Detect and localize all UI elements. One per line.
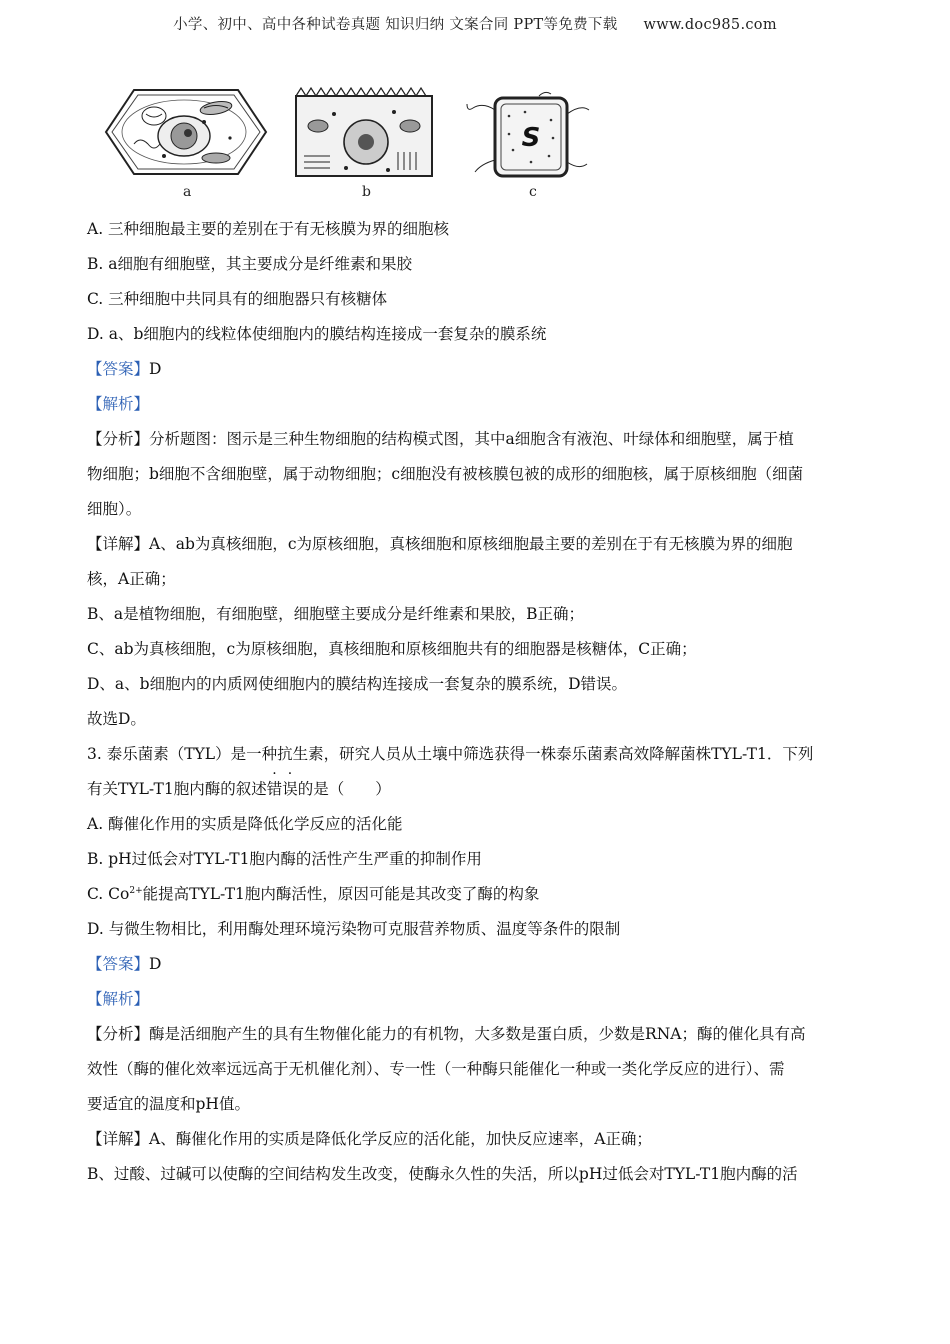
q3-option-c xyxy=(87,877,867,912)
q2-fenxi-line-3: 细胞）。 xyxy=(87,500,142,518)
cell-figures xyxy=(100,84,620,204)
detail-text: A、酶催化作用的实质是降低化学反应的活化能，加快反应速率，A正确； xyxy=(149,1130,652,1148)
q2-fenxi-line-2: 物细胞；b细胞不含细胞壁，属于动物细胞；c细胞没有被核膜包被的成形的细胞核，属于原核细胞（细菌 xyxy=(87,465,804,483)
emphasis-char: 误 xyxy=(282,780,298,798)
q3-detail-line-2: B、过酸、过碱可以使酶的空间结构发生改变，使酶永久性的失活，所以pH过低会对TYL-T1胞内酶的活 xyxy=(87,1165,798,1183)
detail-tag: 【详解】 xyxy=(87,535,150,553)
analysis-tag: 【解析】 xyxy=(87,395,150,413)
q3-detail-line-1 xyxy=(87,1122,867,1157)
figure-a-label: a xyxy=(183,184,192,200)
q2-answer xyxy=(87,352,867,387)
answer-tag: 【答案】 xyxy=(87,360,150,378)
q3-analysis-heading xyxy=(87,982,867,1017)
page-header xyxy=(0,13,950,34)
q2-detail-line-6: 故选D。 xyxy=(87,710,146,728)
q2-option-c: C. 三种细胞中共同具有的细胞器只有核糖体 xyxy=(87,290,388,308)
option-text: C. Co xyxy=(87,885,130,903)
plant-cell-figure xyxy=(104,86,268,178)
fenxi-text: 分析题图：图示是三种生物细胞的结构模式图，其中a细胞含有液泡、叶绿体和细胞壁，属于植 xyxy=(149,430,794,448)
q2-detail-line-1 xyxy=(87,527,867,562)
header-text: 小学、初中、高中各种试卷真题 知识归纳 文案合同 PPT等免费下载 xyxy=(173,17,618,33)
q3-option-b: B. pH过低会对TYL-T1胞内酶的活性产生严重的抑制作用 xyxy=(87,850,482,868)
analysis-tag: 【解析】 xyxy=(87,990,150,1008)
option-text: 能提高TYL-T1胞内酶活性，原因可能是其改变了酶的构象 xyxy=(142,885,540,903)
q2-detail-line-4: C、ab为真核细胞，c为原核细胞，真核细胞和原核细胞共有的细胞器是核糖体，C正确； xyxy=(87,640,697,658)
animal-cell-figure xyxy=(294,86,436,182)
q2-detail-line-5: D、a、b细胞内的内质网使细胞内的膜结构连接成一套复杂的膜系统，D错误。 xyxy=(87,675,628,693)
answer-value: D xyxy=(149,360,162,378)
q3-option-d: D. 与微生物相比，利用酶处理环境污染物可克服营养物质、温度等条件的限制 xyxy=(87,920,621,938)
q3-option-a: A. 酶催化作用的实质是降低化学反应的活化能 xyxy=(87,815,403,833)
emphasis-char: 错 xyxy=(266,780,283,798)
fenxi-tag: 【分析】 xyxy=(87,430,150,448)
stem-text: 有关TYL-T1胞内酶的叙述 xyxy=(87,780,267,798)
bacteria-cell-figure xyxy=(465,90,597,184)
figure-b-label: b xyxy=(362,184,371,200)
q2-detail-line-3: B、a是植物细胞，有细胞壁，细胞壁主要成分是纤维素和果胶，B正确； xyxy=(87,605,585,623)
q2-detail-line-2: 核，A正确； xyxy=(87,570,176,588)
q3-answer xyxy=(87,947,867,982)
q3-stem-line-1: 3. 泰乐菌素（TYL）是一种抗生素，研究人员从土壤中筛选获得一株泰乐菌素高效降解菌株TYL-T1．下列 xyxy=(87,745,814,763)
detail-text: A、ab为真核细胞，c为原核细胞，真核细胞和原核细胞最主要的差别在于有无核膜为界的细胞 xyxy=(149,535,793,553)
ion-charge: 2+ xyxy=(129,886,143,896)
q3-fenxi-line-2: 效性（酶的催化效率远远高于无机催化剂）、专一性（一种酶只能催化一种或一类化学反应的进行）、需 xyxy=(87,1060,785,1078)
nucleoid-letter: S xyxy=(521,123,541,153)
answer-tag: 【答案】 xyxy=(87,955,150,973)
fenxi-tag: 【分析】 xyxy=(87,1025,150,1043)
q2-fenxi-line-1 xyxy=(87,422,867,457)
q2-option-a: A. 三种细胞最主要的差别在于有无核膜为界的细胞核 xyxy=(87,220,450,238)
header-url[interactable]: www.doc985.com xyxy=(643,17,777,33)
answer-value: D xyxy=(149,955,162,973)
q3-fenxi-line-1 xyxy=(87,1017,867,1052)
figure-c-label: c xyxy=(529,184,537,200)
q2-analysis-heading xyxy=(87,387,867,422)
fenxi-text: 酶是活细胞产生的具有生物催化能力的有机物，大多数是蛋白质，少数是RNA；酶的催化具有高 xyxy=(149,1025,806,1043)
q2-option-b: B. a细胞有细胞壁，其主要成分是纤维素和果胶 xyxy=(87,255,412,273)
stem-text: 的是（ ） xyxy=(297,780,391,798)
q3-stem-line-2 xyxy=(87,772,867,807)
document-body xyxy=(87,212,867,1192)
detail-tag: 【详解】 xyxy=(87,1130,150,1148)
q3-fenxi-line-3: 要适宜的温度和pH值。 xyxy=(87,1095,250,1113)
q2-option-d: D. a、b细胞内的线粒体使细胞内的膜结构连接成一套复杂的膜系统 xyxy=(87,325,547,343)
